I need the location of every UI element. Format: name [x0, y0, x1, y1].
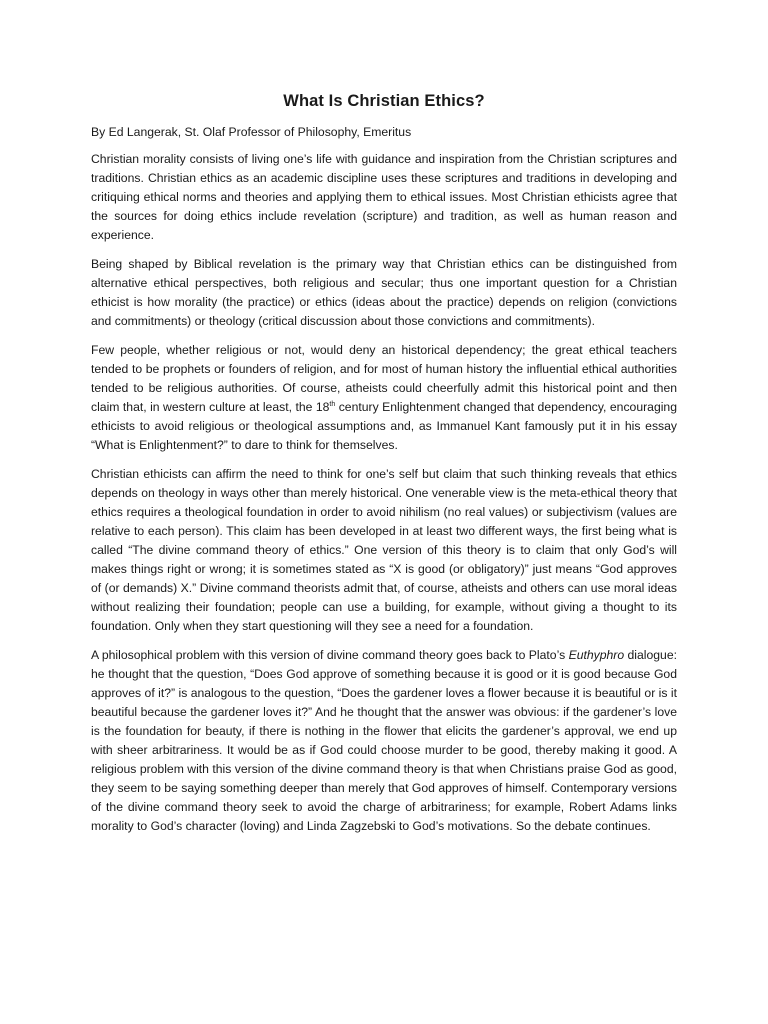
paragraph-4: Christian ethicists can affirm the need to think for one’s self but claim that such thinking reveals that ethics depends on theology in ways other than merely historical. One venerable view is the meta-ethical theory that ethics requires a theological foundation in order to avoid nihilism (no real values) or subjectivism (values are relative to each person). This claim has been developed in at least two different ways, the first being what is called “The divine command theory of ethics.” One version of this theory is to claim that only God’s will makes things right or wrong; it is sometimes stated as “X is good (or obligatory)” just means “God approves of (or demands) X.” Divine command theorists admit that, of course, atheists and others can use moral ideas without realizing their foundation; people can use a building, for example, without giving a thought to its foundation. Only when they start questioning will they see a need for a foundation. — [91, 467, 677, 633]
paragraph-5-text-b: dialogue: he thought that the question, “Does God approve of something because it is good or it is good because God approves of it?” is analogous to the question, “Does the gardener loves a flower because it is beautiful or is it beautiful because the gardener loves it?” And he thought that the answer was obvious: if the gardener’s love is the foundation for beauty, if there is nothing in the flower that elicits the gardener’s approval, we end up with sheer arbitrariness. It would be as if God could choose murder to be good, thereby making it good. A religious problem with this version of the divine command theory is that when Christians praise God as good, they seem to be saying something deeper than merely that God approves of himself. Contemporary versions of the divine command theory seek to avoid the charge of arbitrariness; for example, Robert Adams links morality to God’s character (loving) and Linda Zagzebski to God’s motivations. So the debate continues. — [91, 648, 677, 833]
paragraph-3-text-a: Few people, whether religious or not, would deny an historical dependency; the great ethical teachers tended to be prophets or founders of religion, and for most of human history the influential ethical authorities tended to be religious authorities. Of course, atheists could cheerfully admit this historical point and then claim that, in western culture at least, the 18 — [91, 343, 677, 414]
superscript-th: th — [329, 400, 336, 408]
paragraph-5 — [91, 646, 677, 836]
paragraph-5-text-a: A philosophical problem with this version of divine command theory goes back to Plato’s — [91, 648, 569, 662]
paragraph-2: Being shaped by Biblical revelation is the primary way that Christian ethics can be distinguished from alternative ethical perspectives, both religious and secular; thus one important question for a Christian ethicist is how morality (the practice) or ethics (ideas about the practice) depends on religion (convictions and commitments) or theology (critical discussion about those convictions and commitments). — [91, 257, 677, 328]
paragraph-1: Christian morality consists of living one’s life with guidance and inspiration from the Christian scriptures and traditions. Christian ethics as an academic discipline uses these scriptures and traditions in developing and critiquing ethical norms and theories and applying them to ethical issues. Most Christian ethicists agree that the sources for doing ethics include revelation (scripture) and tradition, as well as human reason and experience. — [91, 152, 677, 242]
paragraph-3 — [91, 341, 677, 455]
byline: By Ed Langerak, St. Olaf Professor of Philosophy, Emeritus — [91, 125, 412, 139]
paragraph-3-text-b: century Enlightenment changed that dependency, encouraging ethicists to avoid religious or theological assumptions and, as Immanuel Kant famously put it in his essay “What is Enlightenment?” to dare to think for themselves. — [91, 400, 677, 452]
euthyphro-italic: Euthyphro — [568, 648, 625, 662]
page-title: What Is Christian Ethics? — [283, 92, 485, 110]
document-page — [91, 92, 677, 846]
